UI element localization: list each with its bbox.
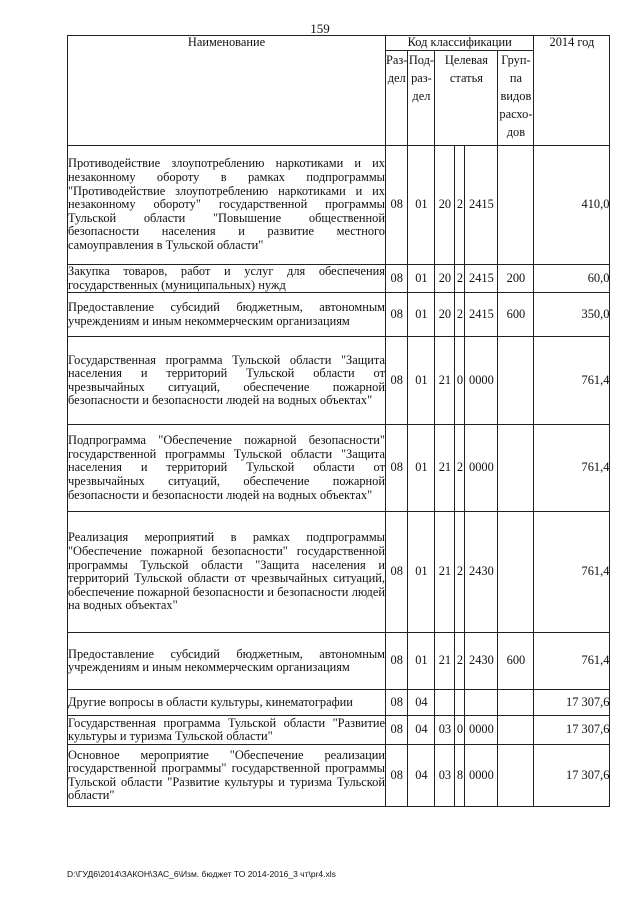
row-name: Основное мероприятие "Обеспечение реализации государственной программы" государственной программы Тульской области "Развитие культуры и туризма Тульской области" xyxy=(68,745,386,807)
row-section: 08 xyxy=(386,293,408,337)
row-subsection: 01 xyxy=(408,146,435,265)
table-row xyxy=(68,716,610,745)
row-target-subprogram: 2 xyxy=(455,293,465,337)
row-name: Государственная программа Тульской области "Защита населения и территорий Тульской области от чрезвычайных ситуаций, обеспечение пожарной безопасности и безопасности людей на водных объектах" xyxy=(68,337,386,425)
row-name: Реализация мероприятий в рамках подпрограммы "Обеспечение пожарной безопасности" государственной программы Тульской области "Защита населения и территорий Тульской области от чрезвычайных ситуаций, обеспечение пожарной безопасности и безопасности людей на водных объектах" xyxy=(68,512,386,633)
row-subsection: 01 xyxy=(408,265,435,293)
row-name: Другие вопросы в области культуры, кинематографии xyxy=(68,690,386,716)
table-row xyxy=(68,293,610,337)
row-target-direction: 0000 xyxy=(465,337,498,425)
table-row xyxy=(68,633,610,690)
row-target-program: 20 xyxy=(435,146,455,265)
row-expense-group xyxy=(498,146,534,265)
row-amount: 350,0 xyxy=(534,293,610,337)
row-target-subprogram: 2 xyxy=(455,633,465,690)
row-subsection: 01 xyxy=(408,425,435,512)
row-amount: 60,0 xyxy=(534,265,610,293)
row-amount: 17 307,6 xyxy=(534,716,610,745)
row-section: 08 xyxy=(386,716,408,745)
header-name: Наименование xyxy=(68,36,386,146)
table-row xyxy=(68,745,610,807)
page-number: 159 xyxy=(310,21,330,36)
row-section: 08 xyxy=(386,745,408,807)
table-row xyxy=(68,265,610,293)
budget-table xyxy=(67,35,610,807)
row-target-subprogram: 2 xyxy=(455,146,465,265)
row-target-direction: 0000 xyxy=(465,745,498,807)
row-expense-group xyxy=(498,337,534,425)
header-subsection: Под- раз- дел xyxy=(408,51,435,146)
row-target-subprogram: 0 xyxy=(455,716,465,745)
row-expense-group: 200 xyxy=(498,265,534,293)
row-target-program: 21 xyxy=(435,512,455,633)
row-section: 08 xyxy=(386,512,408,633)
row-target-subprogram xyxy=(455,690,465,716)
row-target-subprogram: 2 xyxy=(455,265,465,293)
row-target-subprogram: 0 xyxy=(455,337,465,425)
row-amount: 761,4 xyxy=(534,425,610,512)
row-target-program: 20 xyxy=(435,265,455,293)
file-path-footer: D:\ГУД6\2014\ЗАКОН\ЗАС_6\Изм. бюджет ТО 2014-2016_3 чт\pr4.xls xyxy=(67,869,336,879)
row-target-subprogram: 8 xyxy=(455,745,465,807)
table-row xyxy=(68,337,610,425)
row-target-program xyxy=(435,690,455,716)
row-target-subprogram: 2 xyxy=(455,512,465,633)
table-body xyxy=(68,146,610,807)
row-subsection: 01 xyxy=(408,293,435,337)
row-expense-group xyxy=(498,716,534,745)
row-expense-group xyxy=(498,690,534,716)
row-name: Предоставление субсидий бюджетным, автономным учреждениям и иным некоммерческим организациям xyxy=(68,633,386,690)
row-subsection: 01 xyxy=(408,512,435,633)
header-expense-group: Груп- па видов расхо- дов xyxy=(498,51,534,146)
row-name: Противодействие злоупотреблению наркотиками и их незаконному обороту в рамках подпрограммы "Противодействие злоупотреблению наркотиками и их незаконному обороту" государственной программы Тульской области "Повышение общественной безопасности населения и развитие местного самоуправления в Тульской области" xyxy=(68,146,386,265)
row-subsection: 01 xyxy=(408,337,435,425)
header-classification: Код классификации xyxy=(386,36,534,51)
row-target-direction: 2415 xyxy=(465,293,498,337)
header-year: 2014 год xyxy=(534,36,610,146)
row-amount: 761,4 xyxy=(534,512,610,633)
row-target-direction xyxy=(465,690,498,716)
row-target-direction: 2415 xyxy=(465,146,498,265)
row-target-direction: 2430 xyxy=(465,633,498,690)
table-row xyxy=(68,146,610,265)
table-row xyxy=(68,690,610,716)
row-subsection: 04 xyxy=(408,745,435,807)
row-target-direction: 0000 xyxy=(465,425,498,512)
row-expense-group: 600 xyxy=(498,293,534,337)
row-amount: 17 307,6 xyxy=(534,690,610,716)
row-amount: 410,0 xyxy=(534,146,610,265)
row-target-subprogram: 2 xyxy=(455,425,465,512)
table-row xyxy=(68,425,610,512)
row-target-program: 21 xyxy=(435,633,455,690)
row-name: Подпрограмма "Обеспечение пожарной безопасности" государственной программы Тульской области "Защита населения и территорий Тульской области от чрезвычайных ситуаций, обеспечение пожарной безопасности и безопасности людей на водных объектах" xyxy=(68,425,386,512)
row-subsection: 01 xyxy=(408,633,435,690)
row-expense-group xyxy=(498,425,534,512)
row-subsection: 04 xyxy=(408,690,435,716)
row-target-program: 21 xyxy=(435,337,455,425)
row-name: Предоставление субсидий бюджетным, автономным учреждениям и иным некоммерческим организациям xyxy=(68,293,386,337)
row-section: 08 xyxy=(386,425,408,512)
row-section: 08 xyxy=(386,146,408,265)
row-subsection: 04 xyxy=(408,716,435,745)
row-target-direction: 0000 xyxy=(465,716,498,745)
row-amount: 17 307,6 xyxy=(534,745,610,807)
table-row xyxy=(68,512,610,633)
row-section: 08 xyxy=(386,633,408,690)
header-target-article: Целевая статья xyxy=(435,51,498,146)
row-name: Государственная программа Тульской области "Развитие культуры и туризма Тульской области" xyxy=(68,715,385,744)
row-target-program: 20 xyxy=(435,293,455,337)
row-section: 08 xyxy=(386,337,408,425)
row-section: 08 xyxy=(386,265,408,293)
row-expense-group xyxy=(498,512,534,633)
row-section: 08 xyxy=(386,690,408,716)
row-target-direction: 2415 xyxy=(465,265,498,293)
row-amount: 761,4 xyxy=(534,337,610,425)
row-target-program: 03 xyxy=(435,716,455,745)
row-target-direction: 2430 xyxy=(465,512,498,633)
row-expense-group xyxy=(498,745,534,807)
header-section: Раз- дел xyxy=(386,51,408,146)
row-name: Закупка товаров, работ и услуг для обеспечения государственных (муниципальных) нужд xyxy=(68,264,385,292)
row-target-program: 21 xyxy=(435,425,455,512)
row-expense-group: 600 xyxy=(498,633,534,690)
row-target-program: 03 xyxy=(435,745,455,807)
row-amount: 761,4 xyxy=(534,633,610,690)
